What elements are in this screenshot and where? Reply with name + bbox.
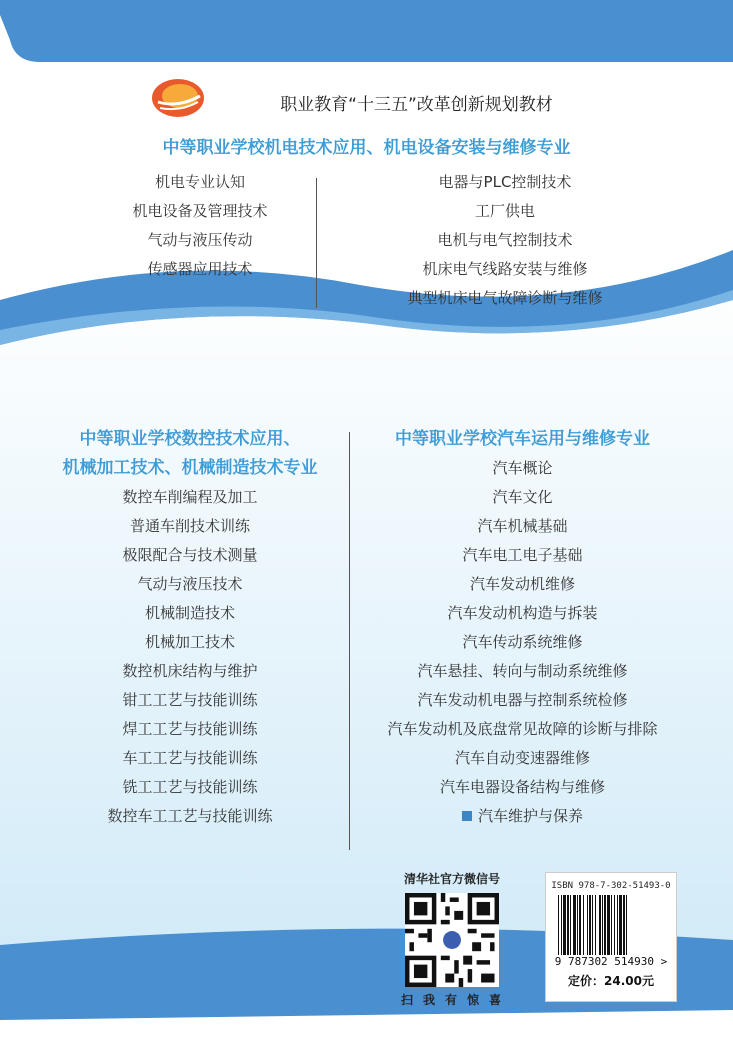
list-item: 汽车电工电子基础	[462, 546, 583, 564]
barcode-icon	[556, 895, 666, 955]
list-item: 汽车自动变速器维修	[454, 749, 590, 767]
list-item: 数控车工工艺与技能训练	[107, 807, 273, 825]
highlight-item-label: 汽车维护与保养	[477, 807, 583, 825]
section2-list	[40, 483, 340, 831]
list-item: 机械制造技术	[144, 604, 235, 622]
list-item: 焊工工艺与技能训练	[122, 720, 258, 738]
list-item: 数控车削编程及加工	[122, 488, 258, 506]
list-item: 普通车削技术训练	[129, 517, 250, 535]
list-item: 铣工工艺与技能训练	[122, 778, 258, 796]
highlight-list-item	[360, 802, 685, 831]
list-item: 机电专业认知	[154, 173, 245, 191]
list-item: 机械加工技术	[144, 633, 235, 651]
list-item: 电器与PLC控制技术	[438, 173, 572, 191]
wechat-qr	[388, 870, 516, 1020]
list-item: 汽车机械基础	[477, 517, 568, 535]
section2	[40, 425, 340, 831]
isbn-text: ISBN 978-7-302-51493-0	[551, 881, 671, 891]
section2-title-line2: 机械加工技术、机械制造技术专业	[62, 458, 318, 478]
list-item: 气动与液压技术	[137, 575, 243, 593]
section1-left-list	[100, 168, 300, 284]
price-label: 定价：24.00元	[568, 974, 654, 988]
section3-list	[360, 454, 685, 831]
list-item: 极限配合与技术测量	[122, 546, 258, 564]
section1-title: 中等职业学校机电技术应用、机电设备安装与维修专业	[162, 138, 571, 158]
list-item: 电机与电气控制技术	[437, 231, 573, 249]
list-item: 汽车发动机构造与拆装	[447, 604, 598, 622]
list-item: 钳工工艺与技能训练	[122, 691, 258, 709]
list-item: 汽车发动机维修	[469, 575, 575, 593]
list-item: 典型机床电气故障诊断与维修	[407, 289, 603, 307]
list-item: 汽车发动机及底盘常见故障的诊断与排除	[387, 720, 658, 738]
section2-title-line1: 中等职业学校数控技术应用、	[79, 429, 301, 449]
list-item: 汽车电器设备结构与维修	[439, 778, 605, 796]
list-item: 数控机床结构与维护	[122, 662, 258, 680]
list-item: 车工工艺与技能训练	[122, 749, 258, 767]
section3-title: 中等职业学校汽车运用与维修专业	[395, 429, 650, 449]
list-item: 汽车传动系统维修	[462, 633, 583, 651]
list-item: 工厂供电	[474, 202, 535, 220]
list-item: 传感器应用技术	[147, 260, 253, 278]
list-item: 汽车文化	[492, 488, 553, 506]
list-item: 汽车悬挂、转向与制动系统维修	[417, 662, 628, 680]
list-item: 汽车发动机电器与控制系统检修	[417, 691, 628, 709]
qr-title: 清华社官方微信号	[403, 872, 500, 886]
list-item: 汽车概论	[492, 459, 553, 477]
divider	[316, 178, 317, 308]
list-item: 机床电气线路安装与维修	[422, 260, 588, 278]
section3	[360, 425, 685, 831]
list-item: 气动与液压传动	[147, 231, 253, 249]
section1-right-list	[360, 168, 650, 313]
barcode-number: 9 787302 514930 >	[554, 955, 668, 968]
qr-footer: 扫我有惊喜	[400, 993, 511, 1007]
list-item: 机电设备及管理技术	[132, 202, 268, 220]
divider	[349, 432, 350, 850]
series-title: 职业教育“十三五”改革创新规划教材	[280, 95, 553, 115]
barcode-block	[545, 872, 677, 1002]
square-bullet-icon	[462, 811, 472, 821]
qr-code-icon	[405, 893, 499, 987]
